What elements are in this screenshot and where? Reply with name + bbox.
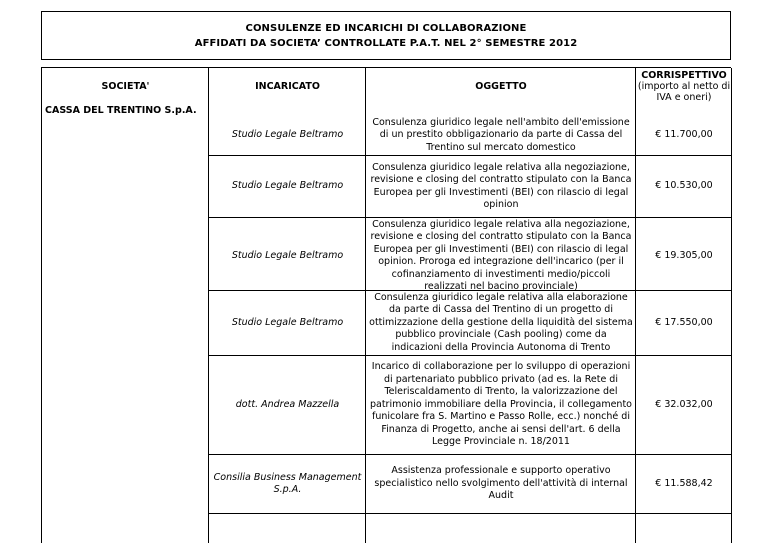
table-row — [209, 454, 732, 514]
row-oggetto: Consulenza giuridico legale relativa alla negoziazione, revisione e closing del contratto stipulato con la Banca Europea per gli Investimenti (BEI) con rilascio di legal opinion — [370, 161, 632, 210]
row-incaricato: Studio Legale Beltramo — [231, 129, 344, 141]
row-oggetto: Assistenza professionale e supporto operativo specialistico nello svolgimento dell'attività di internal Audit — [374, 465, 628, 502]
table-row — [209, 355, 732, 454]
table-row — [209, 155, 732, 217]
table-header — [42, 68, 732, 104]
row-corrispettivo: € 19.305,00 — [655, 249, 713, 261]
document-title-box — [41, 11, 731, 60]
incarichi-table — [41, 67, 731, 543]
row-incaricato: Studio Legale Beltramo — [231, 316, 344, 328]
company-name: CASSA DEL TRENTINO S.p.A. — [45, 105, 197, 116]
row-incaricato: dott. Andrea Mazzella — [235, 398, 340, 410]
header-societa: SOCIETA' — [101, 80, 150, 92]
document-title-line1: CONSULENZE ED INCARICHI DI COLLABORAZIONE — [245, 22, 527, 34]
row-corrispettivo: € 11.588,42 — [655, 477, 713, 489]
row-corrispettivo: € 17.550,00 — [655, 316, 713, 328]
table-row — [209, 290, 732, 355]
header-oggetto: OGGETTO — [475, 80, 527, 92]
row-oggetto: Consulenza giuridico legale relativa alla elaborazione da parte di Cassa del Trentino di un progetto di ottimizzazione della gestione della liquidità del sistema pubblico provinciale (Cash pooling) come da indicazioni della Provincia Autonoma di Trento — [369, 291, 633, 353]
row-corrispettivo: € 32.032,00 — [655, 398, 713, 410]
row-oggetto: Consulenza giuridico legale nell'ambito dell'emissione di un prestito obbligazionario da parte di Cassa del Trentino sul mercato domestico — [372, 116, 630, 153]
header-corrispettivo-label: CORRISPETTIVO — [641, 69, 727, 81]
row-incaricato: Studio Legale Beltramo — [231, 180, 344, 192]
header-corrispettivo — [636, 68, 732, 104]
row-oggetto: Incarico di collaborazione per lo sviluppo di operazioni di partenariato pubblico privato (ad es. la Rete di Teleriscaldamento di Trento, la valorizzazione del patrimonio immobiliare della Provincia, il collegamento funicolare fra S. Martino e Passo Rolle, ecc.) nonché di Finanza di Progetto, anche ai sensi dell'art. 6 della Legge Provinciale n. 18/2011 — [369, 361, 632, 448]
row-incaricato: Consilia Business Management S.p.A. — [213, 471, 362, 495]
header-corrispettivo-note: (importo al netto di IVA e oneri) — [637, 80, 731, 103]
table-row — [209, 217, 732, 294]
row-incaricato: Studio Legale Beltramo — [231, 249, 344, 261]
header-incaricato: INCARICATO — [255, 80, 320, 92]
row-corrispettivo: € 11.700,00 — [655, 129, 713, 141]
document-title-line2: AFFIDATI DA SOCIETA’ CONTROLLATE P.A.T. NEL 2° SEMESTRE 2012 — [194, 37, 578, 49]
row-corrispettivo: € 10.530,00 — [655, 180, 713, 192]
row-oggetto: Consulenza giuridico legale relativa alla negoziazione, revisione e closing del contratto stipulato con la Banca Europea per gli Investimenti (BEI) con rilascio di legal opinion. Proroga ed integrazione dell'incarico (per il cofinanziamento di investimenti medio/piccoli realizzati nel bacino provinciale) — [370, 218, 632, 292]
